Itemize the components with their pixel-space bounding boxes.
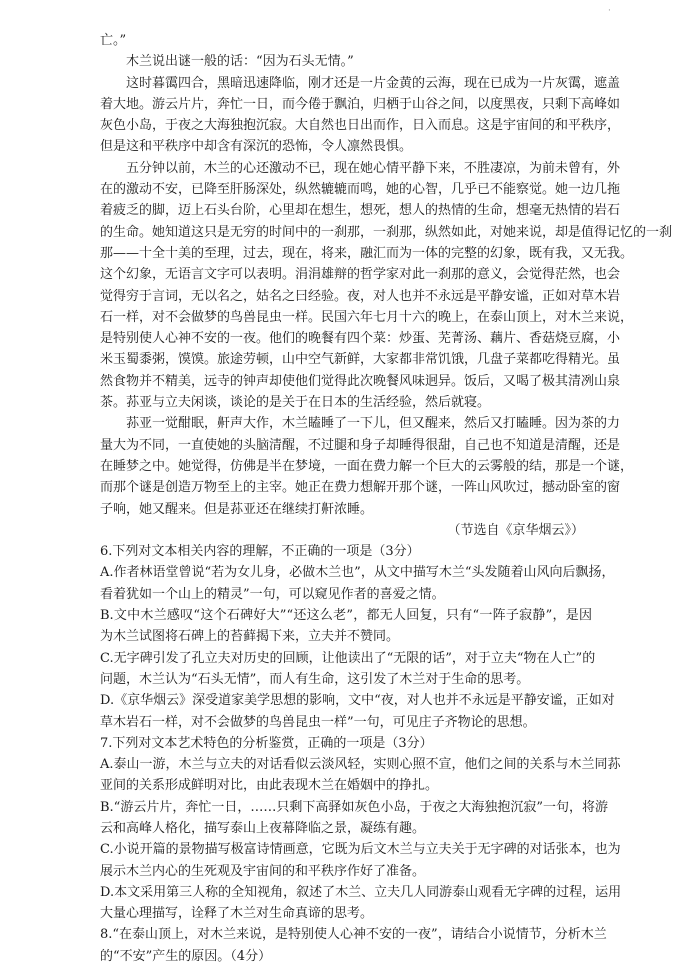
passage-line: 而那个谜是创造万物至上的主宰。她正在费力想解开那个谜，一阵山风吹过，撼动卧室的窗 <box>100 480 621 496</box>
passage-line: 觉得穷于言词，无以名之，姑名之曰经验。夜，对人也并不永远是平静安谧，正如对草木岩 <box>100 288 621 304</box>
corner-mark: · <box>608 6 611 16</box>
question-line: 问题，木兰认为“石头无情”，而人有生命，这引发了木兰对于生命的思考。 <box>100 671 530 687</box>
passage-line: 是特别使人心神不安的一夜。他们的晚餐有四个菜：炒蛋、芜菁汤、藕片、香菇烧豆腐，小 <box>100 331 621 347</box>
question-line: A.泰山一游，木兰与立夫的对话看似云淡风轻，实则心照不宣，他们之间的关系与木兰同荪 <box>100 757 621 773</box>
passage-line: 在的激动不安，已降至肝肠深处，纵然辘辘而鸣，她的心智，几乎已不能察觉。她一边几拖 <box>100 182 621 198</box>
question-line: C.无字碑引发了孔立夫对历史的回顾，让他读出了“无限的话”，对于立夫“物在人亡”的 <box>100 650 596 666</box>
question-line: D.《京华烟云》深受道家美学思想的影响，文中“夜，对人也并不永远是平静安谧，正如对 <box>100 693 615 709</box>
question-line: 草木岩石一样，对不会做梦的鸟兽昆虫一样”一句，可见庄子齐物论的思想。 <box>100 714 536 730</box>
question-line: 云和高峰人格化，描写泰山上夜幕降临之景，凝练有趣。 <box>100 820 426 836</box>
passage-line: 子响，她又醒来。但是荪亚还在继续打鼾浓睡。 <box>100 501 374 517</box>
passage-line: 这个幻象，无语言文字可以表明。涓涓雄辩的哲学家对此一刹那的意义，会觉得茫然，也会 <box>100 267 621 283</box>
passage-line: 这时暮霭四合，黑暗迅速降临，刚才还是一片金黄的云海，现在已成为一片灰霭，遮盖 <box>126 75 621 91</box>
question-line: 6.下列对文本相关内容的理解，不正确的一项是（3分） <box>100 544 420 560</box>
questions <box>100 541 622 967</box>
question-line: 为木兰试图将石碑上的苔藓揭下来，立夫并不赞同。 <box>100 629 400 645</box>
question-line: 的“不安”产生的原因。（4分） <box>100 948 272 964</box>
passage <box>100 30 673 520</box>
passage-line: 在睡梦之中。她觉得，仿佛是半在梦境，一面在费力解一个巨大的云雾般的结，那是一个谜， <box>100 458 634 474</box>
passage-line: 着大地。游云片片，奔忙一日，而今倦于飘泊，归栖于山谷之间，以度黑夜，只剩下高峰如 <box>100 96 621 112</box>
passage-line: 亡。” <box>100 33 127 48</box>
passage-line: 荪亚一觉酣眠，鼾声大作，木兰瞌睡了一下儿，但又醒来，然后又打瞌睡。因为茶的力 <box>126 416 621 432</box>
question-line: 7.下列对文本艺术特色的分析鉴赏，正确的一项是（3分） <box>100 735 433 751</box>
passage-line: 然食物并不精美，远寺的钟声却使他们觉得此次晚餐风味迥异。饭后，又喝了极其清冽山泉 <box>100 373 621 389</box>
question-line: 亚间的关系形成鲜明对比，由此表现木兰在婚姻中的挣扎。 <box>100 778 439 794</box>
question-line: A.作者林语堂曾说“若为女儿身，必做木兰也”，从文中描写木兰“头发随着山风向后飘扬， <box>100 565 615 581</box>
question-line: 8.“在泰山顶上，对木兰来说，是特别使人心神不安的一夜”，请结合小说情节，分析木兰 <box>100 927 607 943</box>
question-line: 展示木兰内心的生死观及宇宙间的和平秩序作好了准备。 <box>100 863 426 879</box>
passage-line: 着疲乏的脚，迈上石头台阶，心里却在想生，想死，想人的热情的生命，想毫无热情的岩石 <box>100 203 621 219</box>
passage-line: 的生命。她知道这只是无穷的时间中的一刹那，一刹那，纵然如此，对她来说，却是值得记忆的一刹 <box>100 224 673 240</box>
passage-line: 木兰说出谜一般的话：“因为石头无情。” <box>126 54 354 70</box>
question-line: D.本文采用第三人称的全知视角，叙述了木兰、立夫几人同游泰山观看无字碑的过程，运用 <box>100 884 622 900</box>
source-citation: （节选自《京华烟云》） <box>447 522 584 538</box>
passage-line: 灰色小岛，于夜之大海独抱沉寂。大自然也日出而作，日入而息。这是宇宙间的和平秩序， <box>100 118 621 134</box>
passage-line: 米玉蜀黍粥，馍馍。旅途劳顿，山中空气新鲜，大家都非常饥饿，几盘子菜都吃得精光。虽 <box>100 352 621 368</box>
passage-line: 茶。荪亚与立夫闲谈，谈论的是关于在日本的生活经验，然后就寝。 <box>100 395 491 411</box>
passage-line: 量大为不同，一直使她的头脑清醒，不过腿和身子却睡得很甜，自己也不知道是清醒，还是 <box>100 437 621 453</box>
document-body <box>100 30 673 967</box>
question-line: B.“游云片片，奔忙一日，……只剩下高驿如灰色小岛，于夜之大海独抱沉寂”一句，将游 <box>100 799 608 815</box>
passage-line: 那——十全十美的至理，过去，现在，将来，融汇而为一体的完整的幻象，既有我，又无我。 <box>100 245 634 261</box>
question-line: 看着犹如一个山上的精灵”一句，可以窥见作者的喜爱之情。 <box>100 586 445 602</box>
question-line: B.文中木兰感叹“这个石碑好大”“还这么老”，都无人回复，只有“一阵子寂静”，是因 <box>100 608 592 624</box>
question-line: 大量心理描写，诠释了木兰对生命真谛的思考。 <box>100 906 374 922</box>
passage-line: 石一样，对不会做梦的鸟兽昆虫一样。民国六年七月十六的晚上，在泰山顶上，对木兰来说， <box>100 309 634 325</box>
question-line: C.小说开篇的景物描写极富诗情画意，它既为后文木兰与立夫关于无字碑的对话张本，也为 <box>100 842 621 858</box>
passage-line: 五分钟以前，木兰的心还激动不已，现在她心情平静下来，不胜凄凉，为前未曾有，外 <box>126 160 621 176</box>
passage-line: 但是这和平秩序中却含有深沉的恐怖，令人凛然畏惧。 <box>100 139 413 155</box>
